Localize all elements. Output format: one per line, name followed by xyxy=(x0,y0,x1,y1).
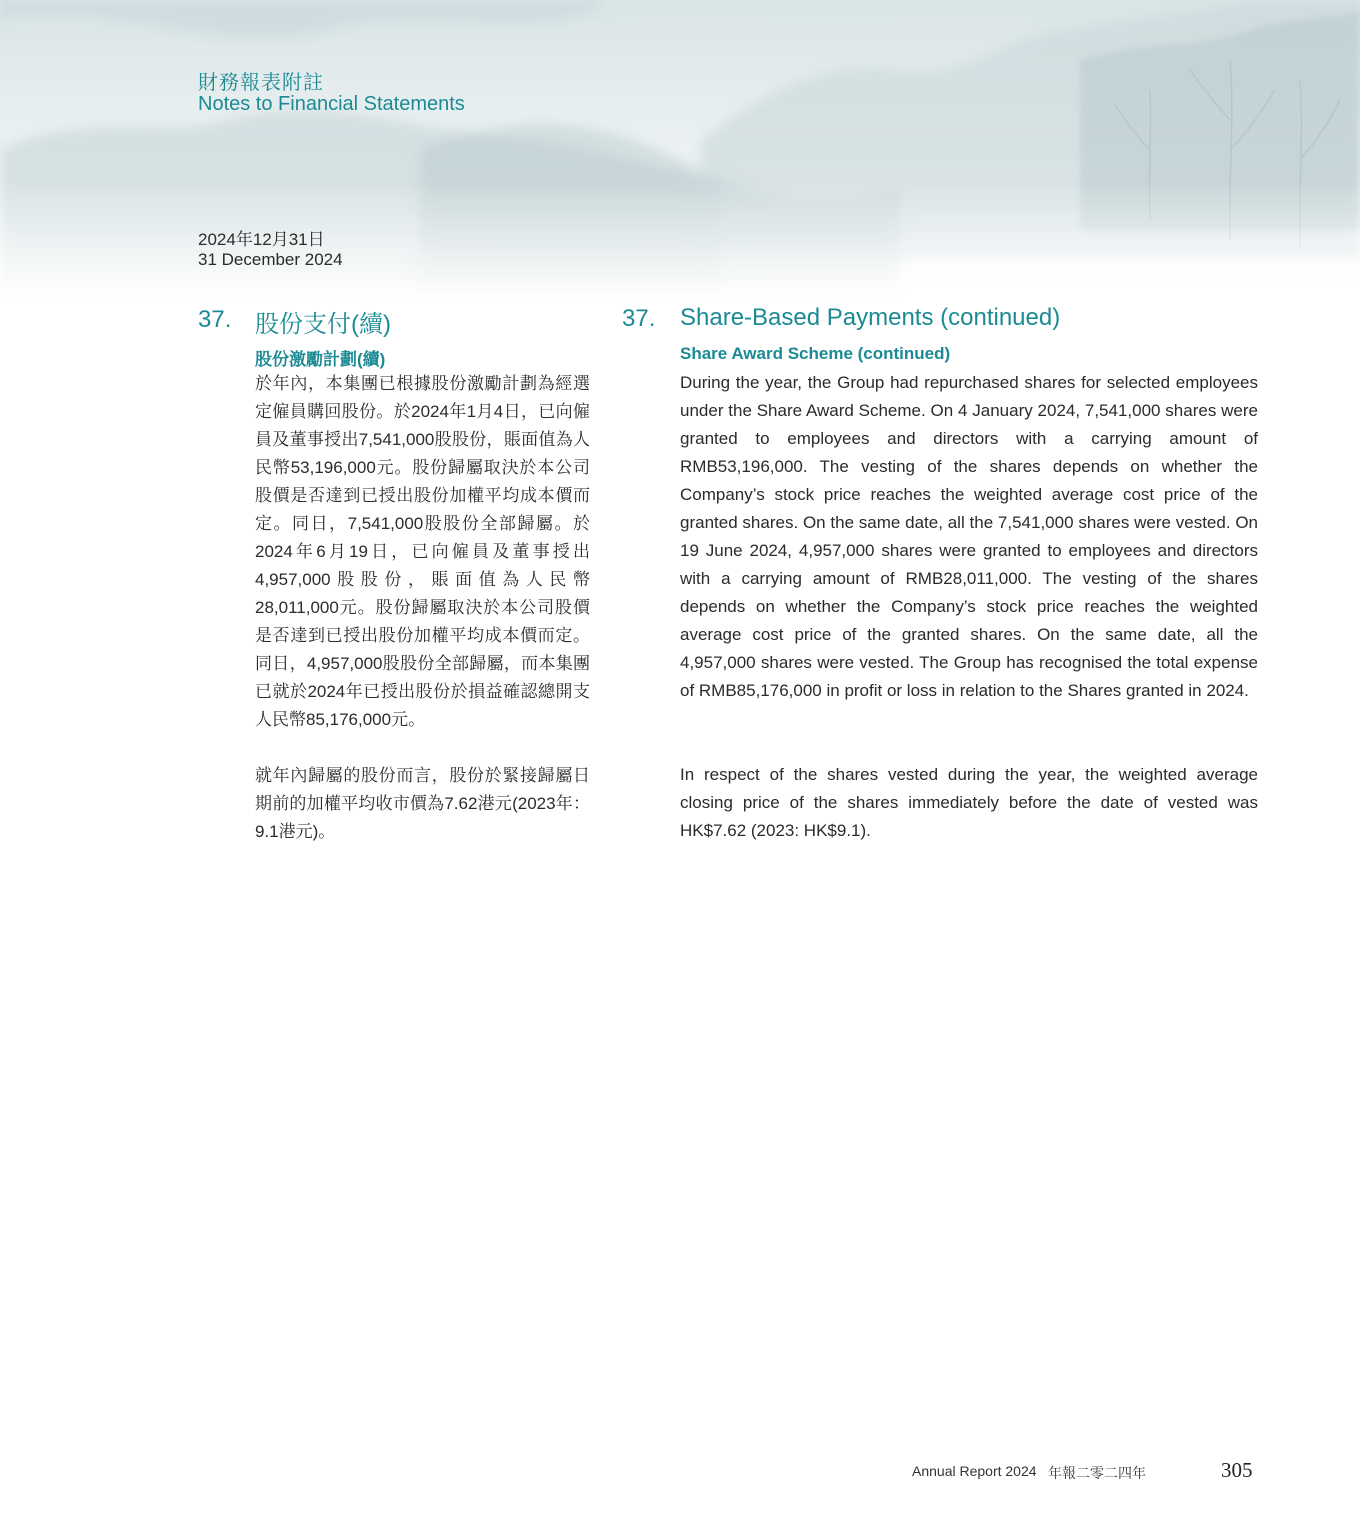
statement-date-english: 31 December 2024 xyxy=(198,250,343,269)
note-title-chinese: 股份支付(續) xyxy=(255,311,391,338)
paragraph-chinese-1: 於年內，本集團已根據股份激勵計劃為經選定僱員購回股份。於2024年1月4日，已向僱員及董事授出7,541,000股股份，賬面值為人民幣53,196,000元。股份歸屬取決於本公司股價是否達到已授出股份加權平均成本價而定。同日，7,541,000股股份全部歸屬。於2024年6月19日，已向僱員及董事授出4,957,000股股份，賬面值為人民幣28,011,000元。股份歸屬取決於本公司股價是否達到已授出股份加權平均成本價而定。同日，4,957,000股股份全部歸屬，而本集團已就於2024年已授出股份於損益確認總開支人民幣85,176,000元。 xyxy=(255,374,590,729)
subheading-chinese: 股份激勵計劃(續) xyxy=(255,350,386,369)
footer-report-title-english: Annual Report 2024 xyxy=(912,1463,1037,1479)
paragraph-english-1: During the year, the Group had repurchased shares for selected employees under the Share Award Scheme. On 4 January 2024, 7,541,000 shares were granted to employees and directors with a carrying amount of RMB53,196,000. The vesting of the shares depends on whether the Company’s stock price reaches the weighted average cost price of the granted shares. On the same date, all the 7,541,000 shares were vested. On 19 June 2024, 4,957,000 shares were granted to employees and directors with a carrying amount of RMB28,011,000. The vesting of the shares depends on whether the Company’s stock price reaches the weighted average cost price of the granted shares. On the same date, all the 4,957,000 shares were vested. The Group has recognised the total expense of RMB85,176,000 in profit or loss in relation to the Shares granted in 2024. xyxy=(680,373,1258,700)
statement-date-chinese: 2024年12月31日 xyxy=(198,230,325,249)
paragraph-english-2: In respect of the shares vested during the year, the weighted average closing price of the shares immediately before the date of vested was HK$7.62 (2023: HK$9.1). xyxy=(680,765,1258,840)
subheading-english: Share Award Scheme (continued) xyxy=(680,344,951,363)
page-number: 305 xyxy=(1221,1458,1253,1482)
running-header-english: Notes to Financial Statements xyxy=(198,93,465,115)
note-number-english: 37. xyxy=(622,305,656,332)
note-title-english: Share-Based Payments (continued) xyxy=(680,304,1061,331)
footer-report-title-chinese: 年報二零二四年 xyxy=(1048,1465,1146,1481)
note-number-chinese: 37. xyxy=(198,306,232,333)
paragraph-chinese-2: 就年內歸屬的股份而言，股份於緊接歸屬日期前的加權平均收市價為7.62港元(2023年：9.1港元)。 xyxy=(255,766,590,841)
running-header-chinese: 財務報表附註 xyxy=(198,72,324,94)
